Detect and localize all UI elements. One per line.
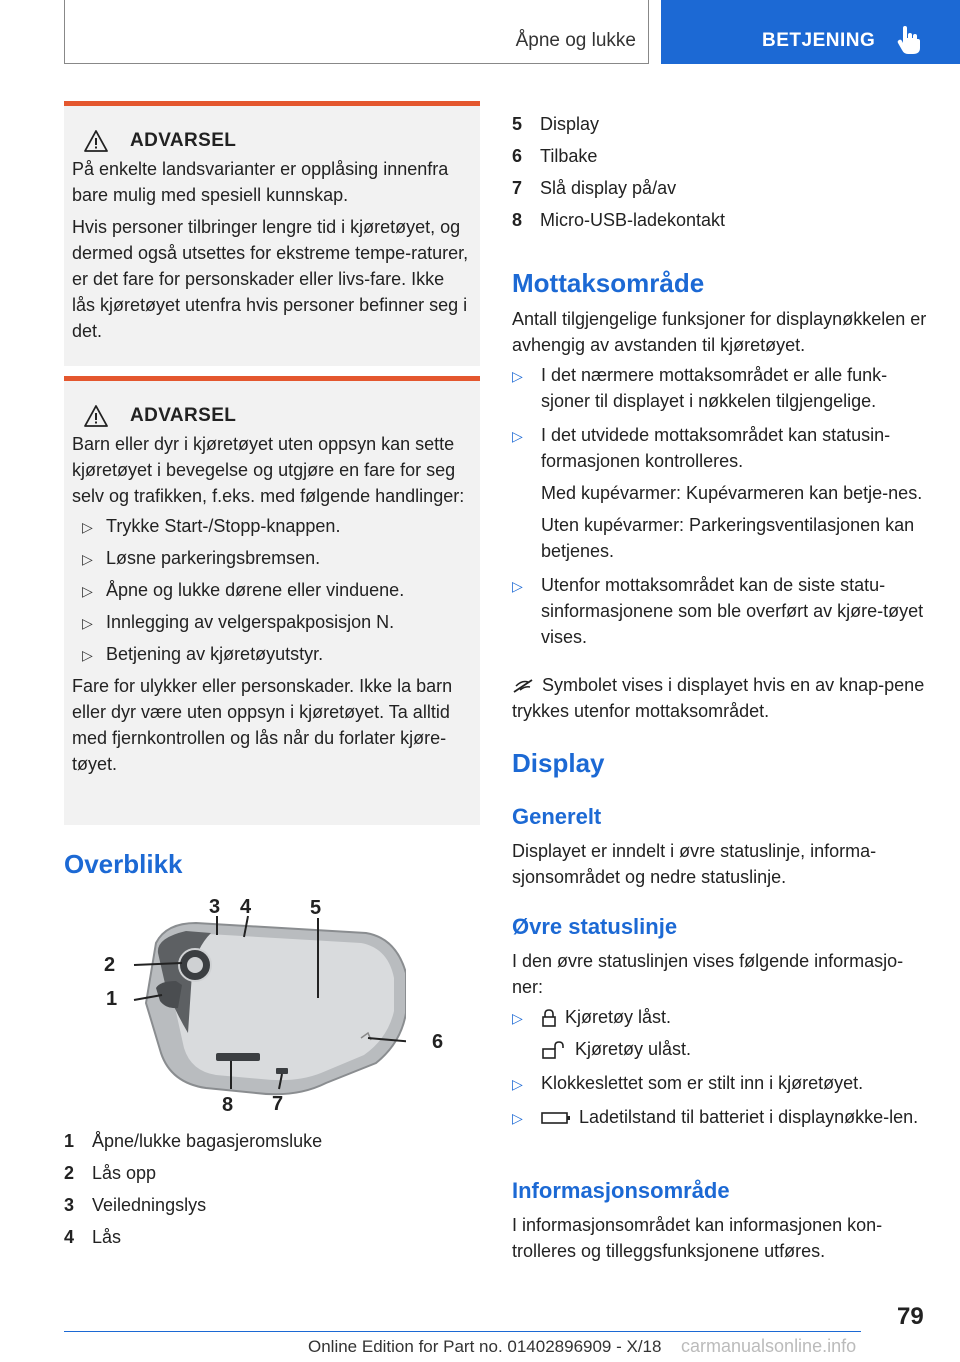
callout-2: 2 [104,954,116,976]
list-item: ▷ Betjening av kjøretøyutstyr. [72,641,480,667]
list-item: ▷ Kjøretøy låst. Kjøretøy ulåst. [512,1004,932,1062]
section-title: Åpne og lukke [515,30,636,51]
warning-bullet-list [64,513,480,667]
sub-paragraph: Uten kupévarmer: Parkeringsventilasjonen kan betjenes. [541,515,915,561]
list-item: ▷ Ladetilstand til batteriet i displaynøkke-len. [512,1104,932,1130]
range-intro: Antall tilgjengelige funksjoner for displaynøkkelen er avhengig av avstanden til kjøretøyet. [512,309,927,355]
unlocked-icon [541,1040,567,1060]
list-item: 3 Veiledningslys [64,1195,207,1215]
list-item: 5 Display [512,114,600,134]
header-chapter-tab [661,0,960,64]
warning-outro: Fare for ulykker eller personskader. Ikke la barn eller dyr være uten oppsyn i kjøretøyet. Ta alltid med fjernkontrollen og lås når du forlater kjøre-tøyet. [72,676,453,774]
symbol-note: Symbolet vises i displayet hvis en av knap-pene trykkes utenfor mottaksområdet. [512,675,925,721]
list-item: ▷ Utenfor mottaksområdet kan de siste statu-sinformasjonene som ble overført av kjøre-tøyet vises. [512,575,924,647]
list-item: ▷ Innlegging av velgerspakposisjon N. [72,609,480,635]
bullet-triangle-icon: ▷ [82,615,93,631]
callout-5: 5 [310,897,322,919]
bullet-triangle-icon: ▷ [82,583,93,599]
list-item: ▷ I det nærmere mottaksområdet er alle funk-sjoner til displayet i nøkkelen tilgjengelige. [512,365,888,411]
footer-divider [64,1331,861,1332]
warning-intro: Barn eller dyr i kjøretøyet uten oppsyn kan sette kjøretøyet i bevegelse og utgjøre en fare for seg selv og trafikken, f.eks. med følgende handlinger: [72,434,465,506]
warning-paragraph: Hvis personer tilbringer lengre tid i kjøretøyet, og dermed også utsettes for ekstreme tempe-raturer, er det fare for personskader eller livs-fare. Ikke lås kjøretøyet utenfra hvis personer befinner seg i det. [72,217,469,341]
list-item: 6 Tilbake [512,146,598,166]
list-item: 2 Lås opp [64,1163,157,1183]
list-item: 7 Slå display på/av [512,178,677,198]
range-heading: Mottaksområde [512,268,705,298]
warning-triangle-icon [84,130,108,152]
battery-icon [541,1111,571,1125]
overview-legend-list-cont [512,108,725,236]
list-item: ▷ I det utvidede mottaksområdet kan statusin-formasjonen kontrolleres. Med kupévarmer: Kupévarmeren kan betje-nes. Uten kupévarmer: Parkeringsventilasjonen kan betjenes. [512,422,932,564]
callout-6: 6 [432,1031,444,1053]
sub-paragraph: Kjøretøy ulåst. [541,1036,932,1062]
list-item: ▷ Trykke Start-/Stopp-knappen. [72,513,480,539]
warning-paragraph: På enkelte landsvarianter er opplåsing innenfra bare mulig med spesiell kunnskap. [72,159,449,205]
list-item: 1 Åpne/lukke bagasjeromsluke [64,1131,323,1151]
display-heading: Display [512,748,605,778]
header-section-box [64,0,649,64]
list-item: 8 Micro-USB-ladekontakt [512,210,726,230]
range-bullet-list [512,362,932,658]
upper-status-heading: Øvre statuslinje [512,914,678,939]
warning-box-1 [64,101,480,366]
callout-3: 3 [209,896,221,918]
callout-8: 8 [222,1094,234,1116]
callout-7: 7 [272,1093,284,1115]
edition-text: Online Edition for Part no. 01402896909 - X/18 [308,1337,662,1356]
list-item: 4 Lås [64,1227,122,1247]
pointing-hand-icon [897,26,921,56]
upper-status-text: I den øvre statuslinjen vises følgende informasjo-ner: [512,951,904,997]
chapter-title: BETJENING [762,30,876,51]
bullet-triangle-icon: ▷ [82,647,93,663]
warning-title: ADVARSEL [130,130,237,151]
bullet-triangle-icon: ▷ [512,1010,523,1026]
sub-paragraph: Med kupévarmer: Kupévarmeren kan betje-nes. [541,483,923,503]
watermark: carmanualsonline.info [681,1336,857,1356]
warning-triangle-icon [84,405,108,427]
overview-heading: Overblikk [64,849,183,879]
bullet-triangle-icon: ▷ [512,1110,523,1126]
upper-status-list [512,1004,932,1138]
bullet-triangle-icon: ▷ [512,368,523,384]
lock-icon [541,1008,557,1028]
out-of-range-symbol-icon [512,678,534,694]
list-item: ▷ Klokkeslettet som er stilt inn i kjøretøyet. [512,1070,932,1096]
warning-box-2 [64,376,480,825]
info-area-heading: Informasjonsområde [512,1178,730,1203]
general-heading: Generelt [512,804,602,829]
info-area-text: I informasjonsområdet kan informasjonen kon-trolleres og tilleggsfunksjonene utføres. [512,1215,883,1261]
bullet-triangle-icon: ▷ [512,428,523,444]
page-number: 79 [897,1303,924,1330]
general-text: Displayet er inndelt i øvre statuslinje, informa-sjonsområdet og nedre statuslinje. [512,841,877,887]
display-key-illustration [96,893,406,1118]
list-item: ▷ Løsne parkeringsbremsen. [72,545,480,571]
callout-1: 1 [106,988,118,1010]
callout-4: 4 [240,896,252,918]
list-item: ▷ Åpne og lukke dørene eller vinduene. [72,577,480,603]
bullet-triangle-icon: ▷ [512,1076,523,1092]
bullet-triangle-icon: ▷ [82,551,93,567]
bullet-triangle-icon: ▷ [512,578,523,594]
overview-legend-list [64,1125,322,1253]
warning-title: ADVARSEL [130,405,237,426]
bullet-triangle-icon: ▷ [82,519,93,535]
